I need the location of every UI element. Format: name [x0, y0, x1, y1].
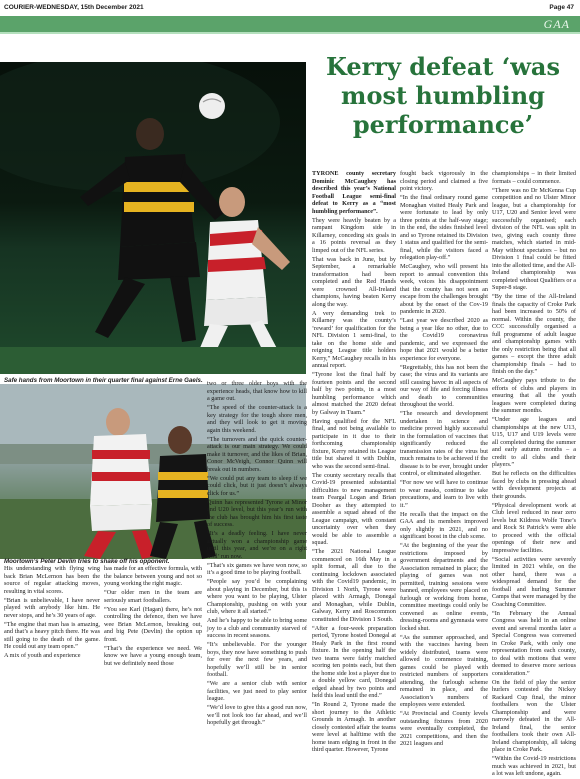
- article-paragraph: “In Round 2, Tyrone made the short journey to the Athletic Grounds in Armagh. In another closely contested affair the teams were level at halftime with the home team edging in front in the third quarter. However, Tyrone: [312, 701, 396, 753]
- article-paragraph: “Tyrone lost the final half by fourteen points and the second half by two points, in a most humbling performance which almost matched the 2020 defeat by Galway in Tuam.”: [312, 371, 396, 416]
- article-paragraph: “It’s a deadly feeling. I have never actually won a championship game until this year, and we’re on a right ‘roll’ run now.: [207, 530, 307, 560]
- article-paragraph: “Last year we described 2020 as being a year like no other, due to the Covid19 coronavirus pandemic, and we expressed the hope that 2021 would be a better experience for everyone.: [400, 317, 488, 362]
- article-column-5: [400, 170, 488, 749]
- article-paragraph: McCaughey, who will present his report to annual convention this week, voices his disappointment that the county has not seen an escape from the challenges brought about by the onset of the Cov-19 pandemic in 2020.: [400, 263, 488, 315]
- page-number: Page 47: [549, 4, 574, 11]
- article-paragraph: “We are a senior club with senior facilities, we just need to play senior league.: [207, 680, 307, 702]
- article-column-2: [104, 565, 202, 669]
- article-paragraph: “For now we will have to continue to wear masks, continue to take precautions, and learn to live with it.”: [400, 479, 488, 509]
- article-paragraph: But he reflects on the difficulties faced by clubs in pressing ahead with development projects at their grounds.: [492, 470, 576, 500]
- article-paragraph: A very demanding trek to Killarney was the county’s ‘reward’ for qualification for the NFL Division 1 semi-final, to take on the home side and reigning League title holders Kerry,” McCaughey recalls in his annual report.: [312, 309, 396, 369]
- article-paragraph: “After a four-week preparation period, Tyrone hosted Donegal at Healy Park in the first round fixture. In the opening half the two teams were fairly matched scoring ten points each, but then the home side lost a player due to a double yellow card, Donegal edged ahead by two points and held this lead until the end.”: [312, 624, 396, 699]
- article-paragraph: has made for an effective formula, with the balance between young and not so young working the right magic.: [104, 565, 202, 587]
- article-paragraph: “The research and development undertaken in science and medicine proved highly successful in the formulation of vaccines that significantly reduced the transmission rates of the virus but much remains to be achieved if the disease is to be ever, brought under control, or eliminated altogether.: [400, 410, 488, 477]
- article-paragraph: “Social activities were severely limited in 2021 while, on the other hand, there was a widespread demand for the football and hurling Summer Camps that were managed by the Coaching Committee.: [492, 555, 576, 608]
- article-column-6: [492, 170, 576, 779]
- article-paragraph: “The speed of the counter-attack is a key strategy for the tough shore men, and they will look to get it moving again this weekend.: [207, 404, 307, 434]
- article-paragraph: That was back in June, but by September, a remarkable transformation had been completed and the Red Hands were crowned All-Ireland champions, having beaten Kerry along the way.: [312, 255, 396, 308]
- article-paragraph: “By the time of the All-Ireland finals the capacity of Croke Park had been increased to 50% of normal. Within the county, the CCC successfully organised a full programme of adult league and championship games with the only restriction being that all games – except the three adult championship finals – had to finish on the day.”: [492, 293, 576, 375]
- article-paragraph: “At the beginning of the year the restrictions imposed by government departments and the Association remained in place; the playing of games was not permitted, training sessions were banned, employees were placed on furlough or working from home, committee meetings could only be convened as online events, dressing-rooms and gymnasia were locked shut.: [400, 542, 488, 632]
- section-label: GAA: [543, 17, 570, 31]
- article-paragraph: championships – in their limited formats – could commence.: [492, 170, 576, 185]
- article-paragraph: He recalls that the impact on the GAA and its members improved only slightly in 2021, and no significant boost in the club scene.: [400, 510, 488, 540]
- article-paragraph: Quinn has represented Tyrone at Minor and U20 level, but this year’s run with the club has brought him his first taste of success.: [207, 498, 307, 528]
- article-paragraph: “People say you’d be complaining about playing in December, but this is where you want to be playing, Ulster Championship, pushing on with your club, where it all started.”: [207, 578, 307, 615]
- article-paragraph: A mix of youth and experience: [4, 652, 81, 659]
- article-paragraph: “The turnovers and the quick counter-attack is our main strategy. We could make it turnover, and the likes of Brian, Conor McVeigh, Connor Quinn will break out in numbers.: [207, 435, 307, 473]
- article-paragraph: They were heavily beaten by a rampant Kingdom side in Killarney, conceding six goals in a 16 points reversal as they limped out of the NFL series.: [312, 216, 396, 254]
- article-paragraph: On the field of play the senior hurlers contested the Nickey Rackard Cup final, the minor footballers won the Ulster Championship and were narrowly defeated in the All-Ireland final, the senior footballers took their own All-Ireland championship, all taking place in Croke Park.: [492, 678, 576, 753]
- article-paragraph: McCaughey pays tribute to the efforts of clubs and players in ensuring that all the youth leagues were completed during the summer months.: [492, 377, 576, 414]
- article-paragraph: “It’s unbelievable. For the younger boys, they now have something to push for over the next few years, and hopefully we’ll still be in senior football.: [207, 641, 307, 678]
- article-paragraph: two or three older boys with the experience heads, that know how to kill a game out.: [207, 380, 307, 402]
- article-paragraph: “That’s six games we have won now, so it’s a good time to be playing football.: [207, 561, 307, 576]
- page-header: [0, 0, 580, 14]
- football-action-image: [0, 62, 306, 374]
- section-banner: [0, 16, 580, 34]
- article-paragraph: “You see Karl (Hagan) there, he’s not controlling the defence, then we have wee Brian McLernon, breaking out, and big Pete (Devlin) the option up front.: [104, 605, 202, 643]
- article-paragraph: “The engine that man has is amazing, and that’s a heavy pitch there. He was still going to the death of the game. He could out any team open.”: [4, 620, 100, 650]
- article-paragraph: “Physical development work at Club level reduced in near zero levels but Kildress Wolfe Tone’s and Rock St Patrick’s were able to proceed with the official openings of their new and impressive facilities.: [492, 501, 576, 554]
- article-paragraph: The county secretary recalls that Covid-19 presented substantial difficulties to new management team Feargal Logan and Brian Dooher as they attempted to assemble a squad ahead of the League campaign, with constant uncertainty over when they would be able to assemble a squad.: [312, 471, 396, 546]
- photo-caption-top: Safe hands from Moortown in their quarter final against Erne Gaels.: [4, 377, 203, 384]
- article-paragraph: “In February the Annual Congress was held in an online event and several months later a Special Congress was convened in Croke Park, with only one representation from each county, to deal with motions that were deemed to deserve more serious consideration.”: [492, 609, 576, 677]
- match-photo-top: [0, 62, 306, 374]
- article-paragraph: “In the final ordinary round game Monaghan visited Healy Park and were fortunate to lead by only three points at the half-way stage; in the end, the sides finished level and so Tyrone retained its Division 1 status and qualified for the semi-final, while the visitors faced a relegation play-off.”: [400, 194, 488, 261]
- article-paragraph: And he’s happy to be able to bring some joy to a club and community starved of success in recent seasons.: [207, 617, 308, 639]
- football: [199, 93, 225, 119]
- article-paragraph: “Regrettably, this has not been the case; the virus and its variants are still causing havoc in all aspects of our way of life and forcing illness and death to communities throughout the world.: [400, 363, 488, 408]
- article-paragraph: “Within the Covid-19 restrictions much was achieved in 2021, but a lot was left undone, again.: [492, 755, 576, 777]
- article-paragraph: “We could put any team to sleep if we could click, but it just doesn’t always click for us.”: [207, 474, 307, 497]
- article-paragraph: TYRONE county secretary Dominic McCaughey has described this year’s National Football League semi-final defeat to Kerry as a “most humbling performance”.: [312, 170, 396, 215]
- article-paragraph: “We’d love to give this a good run now, we’ll not look too far ahead, and we’ll hopefully get through.”: [207, 704, 307, 726]
- article-headline: Kerry defeat ‘was most humbling performance’: [326, 52, 560, 139]
- article-paragraph: “At Provincial and County levels outstanding fixtures from 2020 were eventually completed, the 2021 competitions, and then the 2021 leagues and: [400, 710, 488, 747]
- article-paragraph: Having qualified for the NFL final, and not being available to participate in it due to their forthcoming championship fixture, Kerry retained its League title but shared it with Dublin, who was the second semi-final.: [312, 417, 396, 470]
- article-paragraph: “There was no Dr McKenna Cup competition and no Ulster Minor league, but a championship for U17, U20 and Senior level were successfully organised; each division of the NFL was split in two, giving each county three matches, which started in mid-May without spectators – but no Division 1 final could be fitted into the allotted time, and the All-Ireland championship was completed without Qualifiers or a Super-8 stage.: [492, 186, 576, 291]
- article-paragraph: fought back vigorously in the closing period and claimed a five point victory.: [400, 170, 488, 192]
- article-paragraph: His understanding with flying wing back Brian McLernon has been the source of regular attacking moves, resulting in vital scores.: [4, 565, 100, 595]
- article-column-3: [207, 380, 307, 728]
- article-paragraph: “Brian is unbelievable, I have never played with anybody like him. He never stops, and he’s 30 years of age.: [4, 596, 100, 619]
- article-paragraph: “As the summer approached, and with the vaccines having been widely distributed, teams were allowed to commence training, games could be played with restricted numbers of supporters attending, the furlough scheme remained in place, and the Association’s numbers of employees were extended.: [400, 633, 488, 708]
- article-paragraph: “Under age leagues and championships at the new U13, U15, U17 and U19 levels were all completed during the summer and early autumn months – a credit to all clubs and their players.”: [492, 416, 576, 468]
- article-paragraph: “That’s the experience we need. We know we have a young enough team, but we definitely need those: [104, 644, 202, 667]
- article-column-1: [4, 565, 100, 661]
- issue-date: COURIER-WEDNESDAY, 15th December 2021: [4, 4, 144, 11]
- article-paragraph: “Our older men in the team are seriously smart footballers.: [104, 589, 202, 604]
- photo-caption-bottom: Moortown’s Peter Devlin tries to shake off his opponent.: [4, 558, 170, 565]
- article-paragraph: “The 2021 National League commenced on 16th May in a split format, all due to the continuing lockdown associated with the Covid19 pandemic, in Division 1 North, Tyrone were placed with Armagh, Donegal and Monaghan, while Dublin, Galway, Kerry and Roscommon constituted the Division 1 South.: [312, 548, 396, 623]
- article-column-4: [312, 170, 396, 755]
- player-red-white: [192, 187, 290, 372]
